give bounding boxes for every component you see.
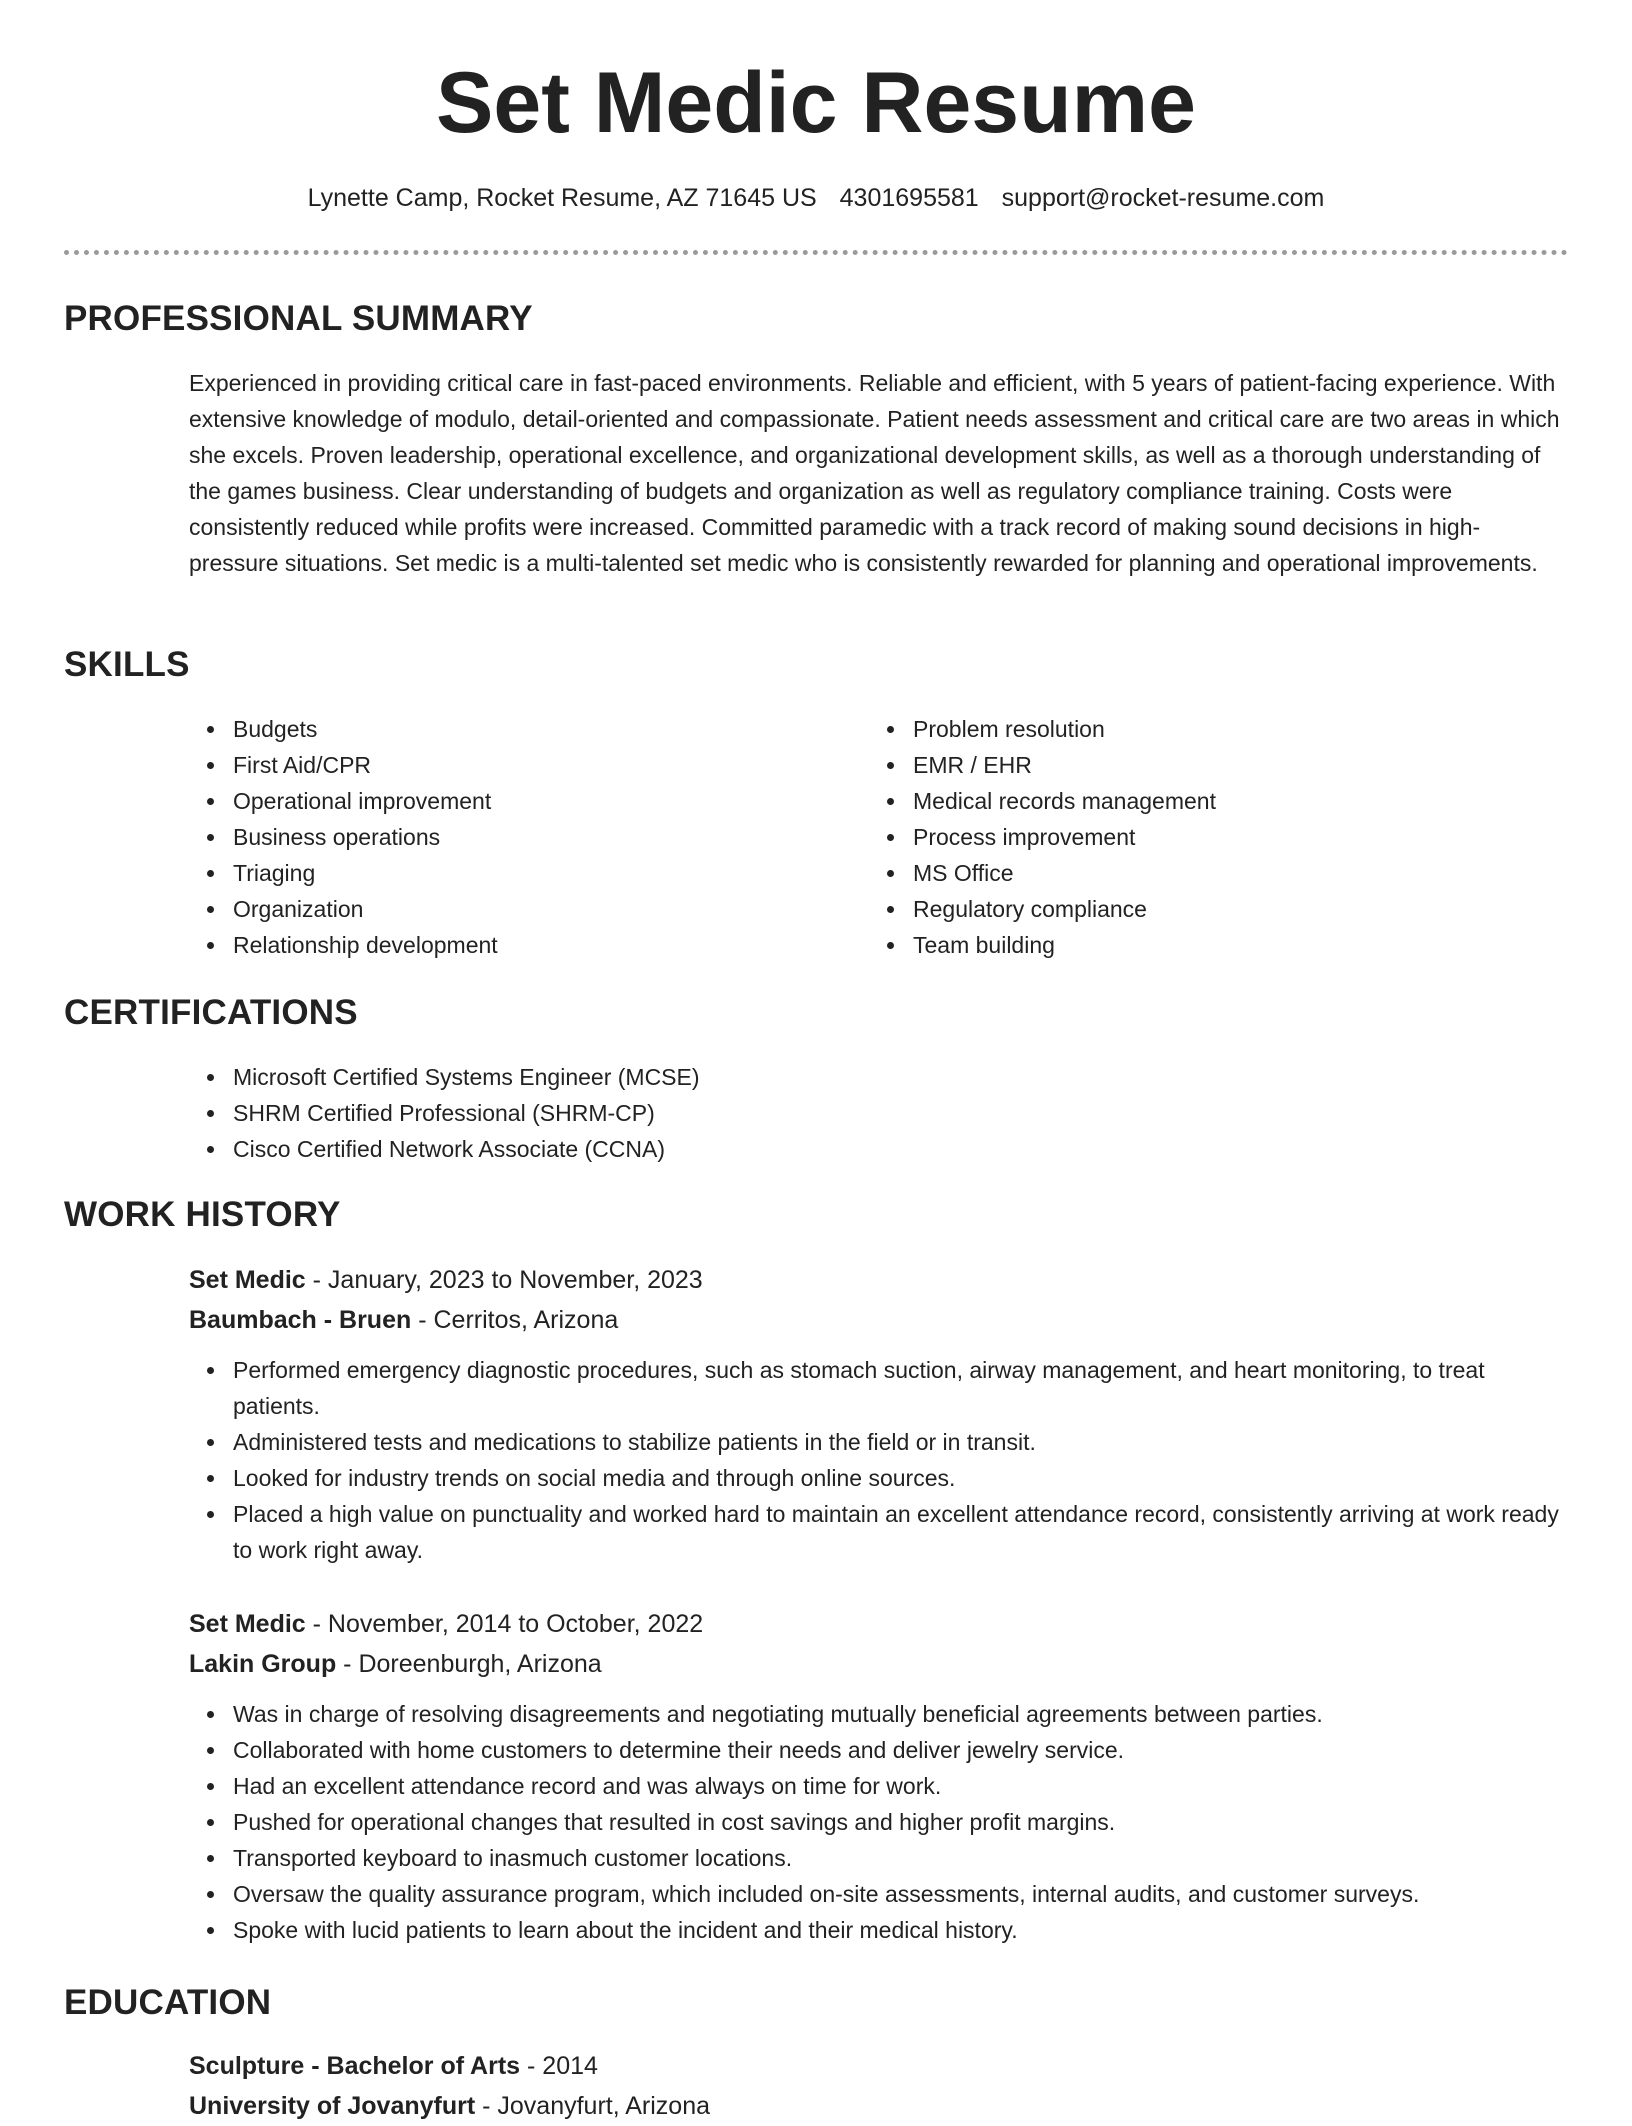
- work-history-heading: WORK HISTORY: [64, 1195, 341, 1234]
- job-bullet: Pushed for operational changes that resulted in cost savings and higher profit margins.: [189, 1804, 1569, 1840]
- education-school: University of Jovanyfurt: [189, 2092, 476, 2120]
- skills-list-left: [189, 711, 829, 963]
- skill-item: EMR / EHR: [869, 747, 1509, 783]
- certification-item: Cisco Certified Network Associate (CCNA): [189, 1131, 1569, 1167]
- skill-item: Budgets: [189, 711, 829, 747]
- skill-item: Problem resolution: [869, 711, 1509, 747]
- job-dates: - January, 2023 to November, 2023: [305, 1266, 703, 1294]
- skill-item: First Aid/CPR: [189, 747, 829, 783]
- certification-item: Microsoft Certified Systems Engineer (MCSE): [189, 1059, 1569, 1095]
- education-year: - 2014: [520, 2052, 598, 2080]
- education-location: - Jovanyfurt, Arizona: [475, 2092, 711, 2120]
- job-location: - Doreenburgh, Arizona: [336, 1650, 602, 1678]
- job-title: Set Medic: [189, 1610, 306, 1638]
- job-company-line: [189, 1300, 1569, 1340]
- job-company: Lakin Group: [189, 1650, 337, 1678]
- contact-address: Lynette Camp, Rocket Resume, AZ 71645 US: [307, 184, 817, 212]
- contact-line: [0, 180, 1632, 216]
- skill-item: Relationship development: [189, 927, 829, 963]
- header-divider: [64, 250, 1568, 255]
- skills-heading: SKILLS: [64, 645, 190, 684]
- job-title: Set Medic: [189, 1266, 306, 1294]
- job-location: - Cerritos, Arizona: [411, 1306, 619, 1334]
- job-company: Baumbach - Bruen: [189, 1306, 412, 1334]
- job-bullet: Performed emergency diagnostic procedures, such as stomach suction, airway management, and heart monitoring, to treat patients.: [189, 1352, 1569, 1424]
- education-school-line: [189, 2086, 1569, 2126]
- skill-item: Process improvement: [869, 819, 1509, 855]
- job-company-line: [189, 1644, 1569, 1684]
- job-bullet: Administered tests and medications to stabilize patients in the field or in transit.: [189, 1424, 1569, 1460]
- summary-text: Experienced in providing critical care in fast-paced environments. Reliable and efficient, with 5 years of patient-facing experience. With extensive knowledge of modulo, detail-oriented and compassionate. Patient needs assessment and critical care are two areas in which she excels. Proven leadership, operational excellence, and organizational development skills, as well as a thorough understanding of the games business. Clear understanding of budgets and organization as well as regulatory compliance training. Costs were consistently reduced while profits were increased. Committed paramedic with a track record of making sound decisions in high-pressure situations. Set medic is a multi-talented set medic who is consistently rewarded for planning and operational improvements.: [189, 370, 1560, 576]
- education-entry: [189, 2046, 1569, 2126]
- job-bullet: Oversaw the quality assurance program, which included on-site assessments, internal audits, and customer surveys.: [189, 1876, 1569, 1912]
- job-title-line: [189, 1260, 1569, 1300]
- job-title-line: [189, 1604, 1569, 1644]
- job-bullet: Had an excellent attendance record and was always on time for work.: [189, 1768, 1569, 1804]
- job-bullets: [189, 1696, 1569, 1948]
- skill-item: Triaging: [189, 855, 829, 891]
- skill-item: Medical records management: [869, 783, 1509, 819]
- skill-item: Operational improvement: [189, 783, 829, 819]
- certifications-list: [189, 1059, 1569, 1167]
- job-bullet: Spoke with lucid patients to learn about the incident and their medical history.: [189, 1912, 1569, 1948]
- certification-item: SHRM Certified Professional (SHRM-CP): [189, 1095, 1569, 1131]
- job-entry: [189, 1260, 1569, 1568]
- job-bullet: Placed a high value on punctuality and worked hard to maintain an excellent attendance record, consistently arriving at work ready to work right away.: [189, 1496, 1569, 1568]
- job-bullet: Was in charge of resolving disagreements and negotiating mutually beneficial agreements between parties.: [189, 1696, 1569, 1732]
- summary-heading: PROFESSIONAL SUMMARY: [64, 299, 533, 338]
- skill-item: MS Office: [869, 855, 1509, 891]
- skill-item: Regulatory compliance: [869, 891, 1509, 927]
- job-dates: - November, 2014 to October, 2022: [305, 1610, 704, 1638]
- job-entry: [189, 1604, 1569, 1948]
- contact-email: support@rocket-resume.com: [1001, 184, 1325, 212]
- skill-item: Business operations: [189, 819, 829, 855]
- contact-phone: 4301695581: [839, 184, 979, 212]
- certifications-heading: CERTIFICATIONS: [64, 993, 358, 1032]
- education-heading: EDUCATION: [64, 1983, 272, 2022]
- skills-list-right: [869, 711, 1509, 963]
- job-bullet: Collaborated with home customers to determine their needs and deliver jewelry service.: [189, 1732, 1569, 1768]
- education-degree: Sculpture - Bachelor of Arts: [189, 2052, 521, 2080]
- job-bullet: Looked for industry trends on social media and through online sources.: [189, 1460, 1569, 1496]
- job-bullets: [189, 1352, 1569, 1568]
- resume-title: Set Medic Resume: [436, 55, 1196, 151]
- job-bullet: Transported keyboard to inasmuch customer locations.: [189, 1840, 1569, 1876]
- skill-item: Organization: [189, 891, 829, 927]
- skill-item: Team building: [869, 927, 1509, 963]
- education-degree-line: [189, 2046, 1569, 2086]
